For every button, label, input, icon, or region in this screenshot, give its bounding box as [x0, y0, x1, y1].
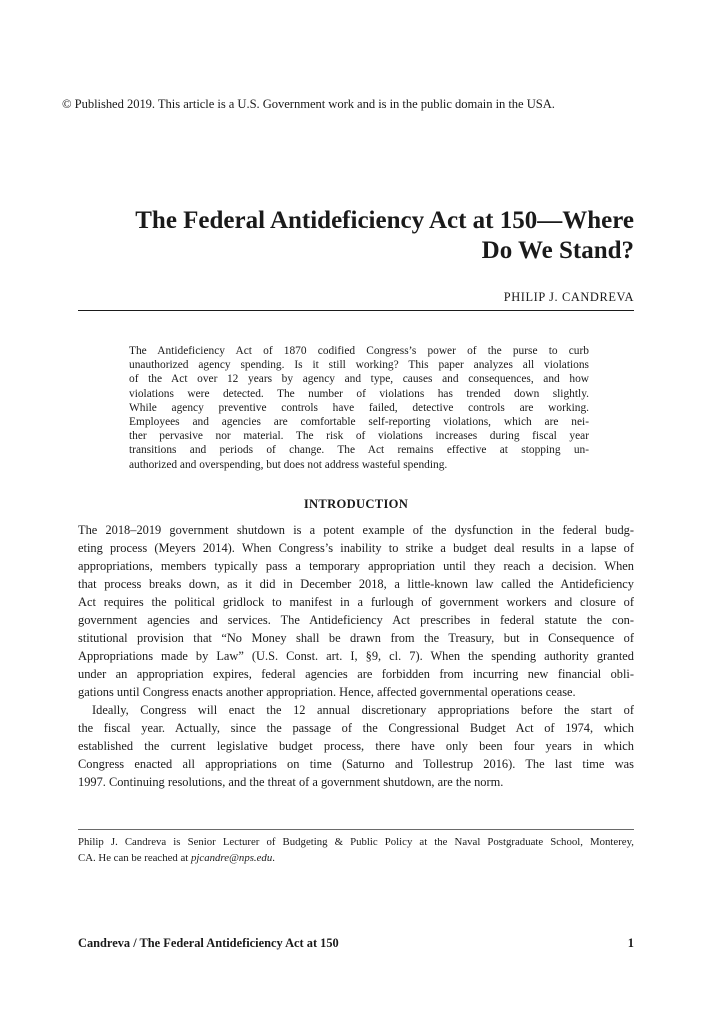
abstract-line: transitions and periods of change. The Act remains effective at stopping un-: [129, 444, 589, 457]
author-footnote: [78, 834, 634, 866]
title-line: The Federal Antideficiency Act at 150—Where: [135, 207, 634, 234]
abstract-line: unauthorized agency spending. Is it still working? This paper analyzes all violations: [129, 359, 589, 372]
footnote-prefix: CA. He can be reached at: [78, 852, 192, 864]
body-line: stitutional provision that “No Money shall be drawn from the Treasury, but in Consequence of: [78, 631, 634, 645]
body-line: 1997. Continuing resolutions, and the threat of a government shutdown, are the norm.: [78, 775, 504, 789]
body-line: eting process (Meyers 2014). When Congress’s inability to strike a budget deal results in a lapse of: [78, 541, 634, 555]
body-line: Ideally, Congress will enact the 12 annual discretionary appropriations before the start of: [92, 703, 634, 717]
abstract-line: While agency preventive controls have failed, detective controls are working.: [129, 401, 589, 414]
abstract-line: The Antideficiency Act of 1870 codified Congress’s power of the purse to curb: [129, 345, 589, 357]
body-line: that process breaks down, as it did in December 2018, a little-known law called the Antideficiency: [78, 577, 634, 591]
abstract-line: authorized and overspending, but does not address wasteful spending.: [129, 458, 448, 471]
title-divider: [78, 310, 634, 311]
footnote-suffix: .: [272, 852, 275, 864]
abstract-line: violations were detected. The number of violations has trended down slightly.: [129, 387, 589, 400]
body-line: Act requires the political gridlock to manifest in a furlough of government workers and closure of: [78, 595, 634, 609]
running-footer: [78, 936, 634, 951]
article-title: [74, 206, 634, 266]
body-line: The 2018–2019 government shutdown is a potent example of the dysfunction in the federal budg-: [78, 523, 634, 537]
footnote-line: Philip J. Candreva is Senior Lecturer of Budgeting & Public Policy at the Naval Postgraduate School, Monterey,: [78, 836, 634, 848]
footnote-divider: [78, 829, 634, 830]
author-email-link[interactable]: pjcandre@nps.edu: [191, 852, 273, 864]
footnote-line: [78, 850, 634, 866]
body-line: appropriations, members typically pass a temporary appropriation until they reach a decision. When: [78, 559, 634, 573]
body-line: government agencies and services. The Antideficiency Act prescribes in federal statute the con-: [78, 613, 634, 627]
public-domain-notice: © Published 2019. This article is a U.S. Government work and is in the public domain in the USA.: [62, 97, 555, 111]
abstract: [129, 344, 589, 472]
running-footer-title: Candreva / The Federal Antideficiency Act at 150: [78, 936, 339, 950]
body-line: Congress enacted all appropriations on time (Saturno and Tollestrup 2016). The last time was: [78, 757, 634, 771]
title-line: Do We Stand?: [481, 237, 634, 264]
body-line: gations until Congress enacts another appropriation. Hence, affected governmental operations cease.: [78, 685, 576, 699]
body-line: Appropriations made by Law” (U.S. Const. art. I, §9, cl. 7). When the spending authority granted: [78, 649, 634, 663]
body-line: established the current legislative budget process, there have only been four years in which: [78, 739, 634, 753]
author-name: PHILIP J. CANDREVA: [503, 290, 634, 304]
abstract-line: of the Act over 12 years by agency and type, causes and consequences, and how: [129, 373, 589, 386]
introduction-body: [78, 521, 634, 791]
section-heading: INTRODUCTION: [303, 497, 409, 511]
page-number: 1: [627, 936, 634, 950]
abstract-line: ther pervasive nor material. The risk of violations increases during fiscal year: [129, 430, 589, 443]
body-line: under an appropriation expires, federal agencies are forbidden from incurring new financial obli-: [78, 667, 634, 681]
abstract-line: Employees and agencies are comfortable self-reporting violations, which are nei-: [129, 416, 589, 429]
body-line: the fiscal year. Actually, since the passage of the Congressional Budget Act of 1974, which: [78, 721, 634, 735]
